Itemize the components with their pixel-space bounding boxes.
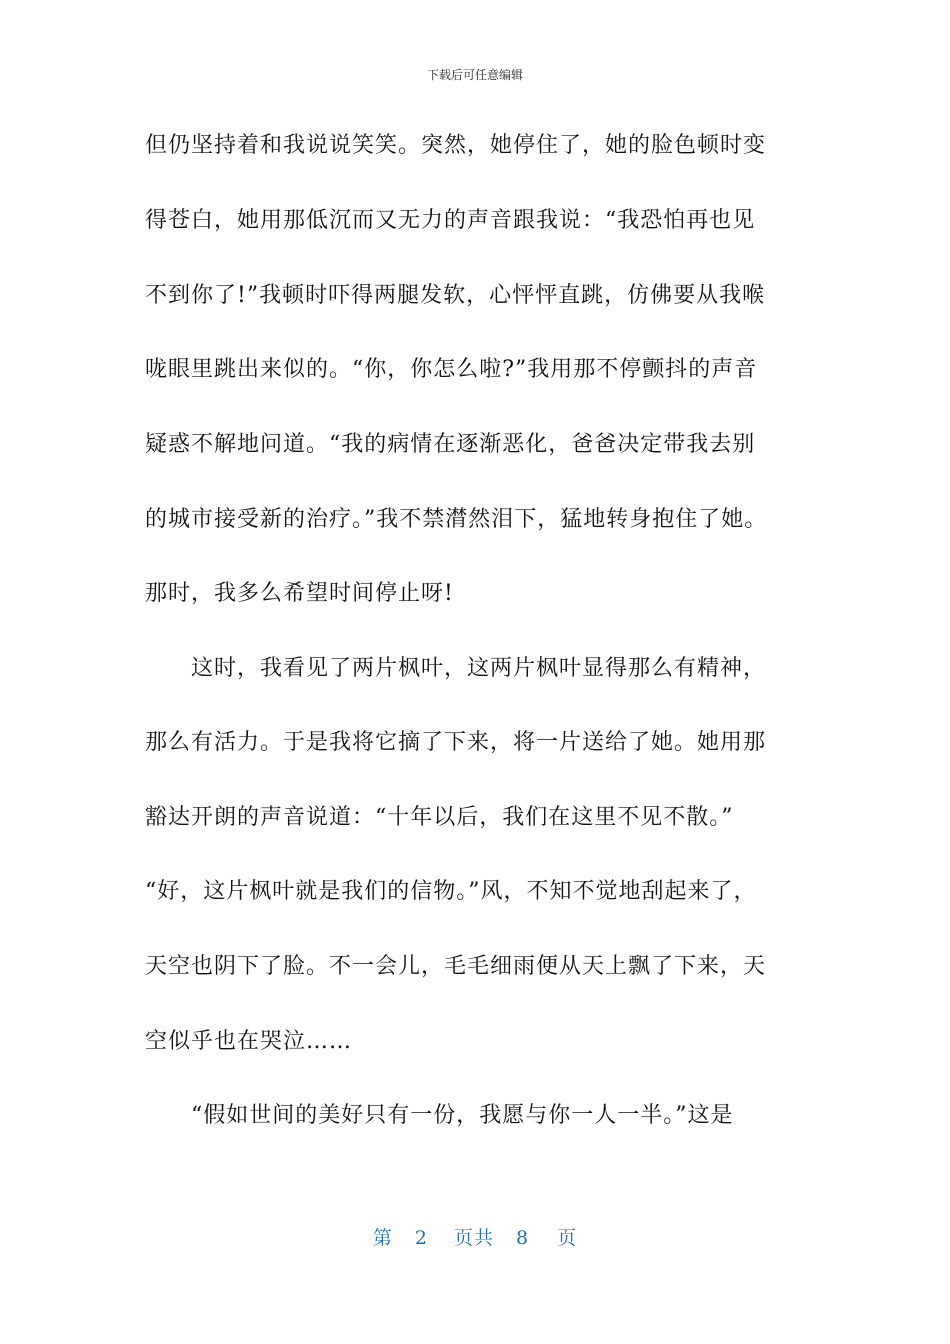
paragraph-start-line: 这时，我看见了两片枫叶，这两片枫叶显得那么有精神， [191,656,767,681]
total-pages-number: 8 [516,1227,530,1249]
footer-ye-gong: 页共 [453,1227,494,1249]
text-line: 咙眼里跳出来似的。“你，你怎么啦?”我用那不停颤抖的声音 [145,357,758,382]
text-line: 不到你了!”我顿时吓得两腿发软，心怦怦直跳，仿佛要从我喉 [145,283,766,308]
text-line: 那么有活力。于是我将它摘了下来，将一片送给了她。她用那 [145,730,767,755]
current-page-number: 2 [414,1227,428,1249]
text-line: 那时，我多么希望时间停止呀! [145,581,454,606]
text-line: 天空也阴下了脸。不一会儿，毛毛细雨便从天上飘了下来，天 [145,954,767,979]
text-line: 疑惑不解地问道。“我的病情在逐渐恶化，爸爸决定带我去别 [145,432,756,457]
text-line: 但仍坚持着和我说说笑笑。突然，她停住了，她的脸色顿时变 [145,133,767,158]
text-line: 得苍白，她用那低沉而又无力的声音跟我说：“我恐怕再也见 [145,208,756,233]
page-number-footer [0,1224,950,1252]
page-header-note: 下载后可任意编辑 [426,68,523,82]
text-line: 的城市接受新的治疗。”我不禁潸然泪下，猛地转身抱住了她。 [145,507,768,532]
text-line: 豁达开朗的声音说道：“十年以后，我们在这里不见不散。” [145,805,734,830]
text-line: 空似乎也在哭泣…… [145,1029,353,1054]
paragraph-start-line: “假如世间的美好只有一份，我愿与你一人一半。”这是 [191,1103,734,1128]
text-line: “好，这片枫叶就是我们的信物。”风，不知不觉地刮起来了， [145,879,757,904]
footer-di: 第 [372,1227,393,1249]
footer-ye: 页 [557,1227,578,1249]
